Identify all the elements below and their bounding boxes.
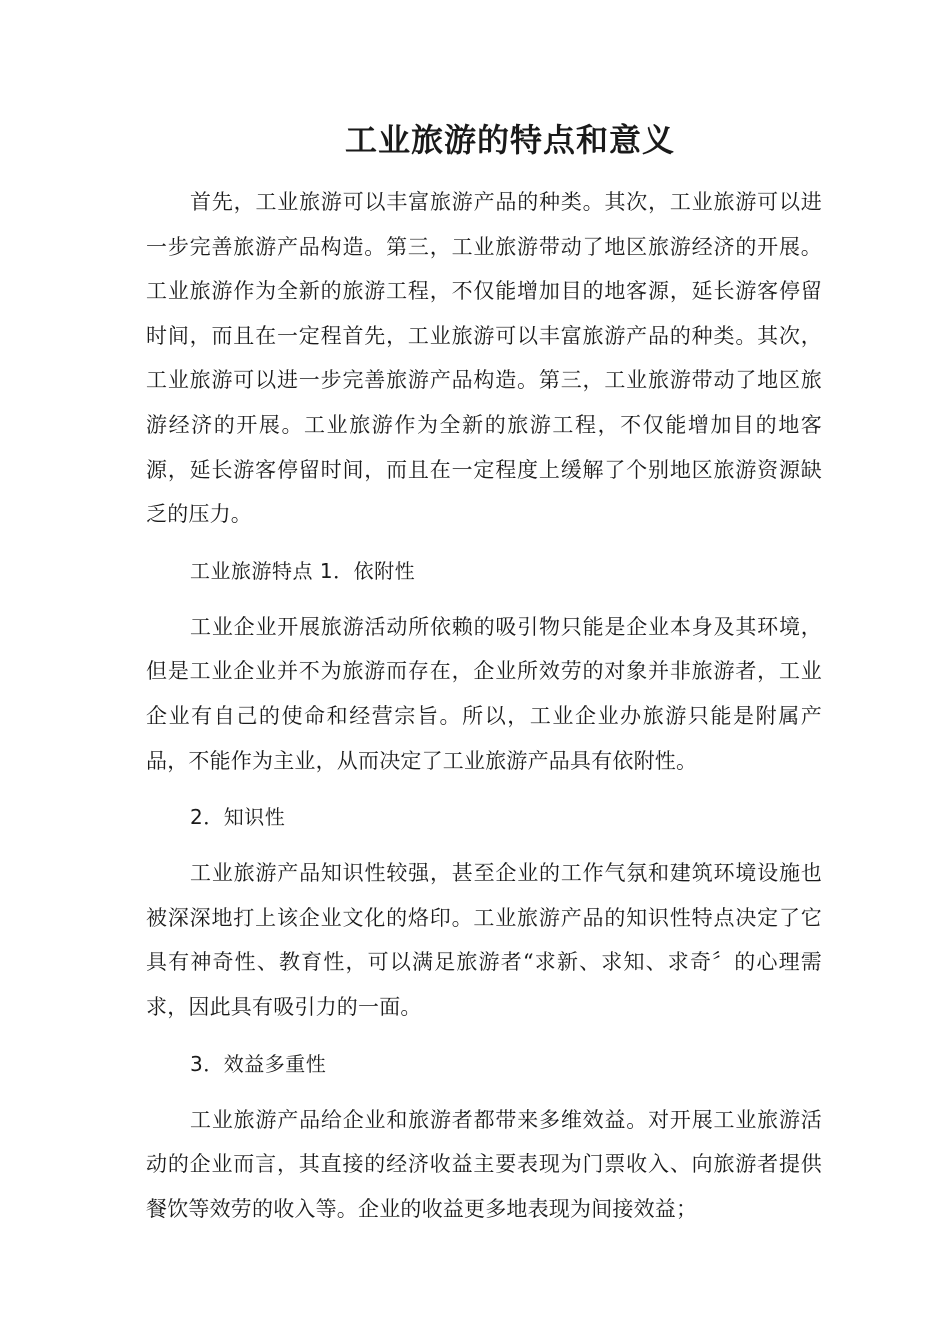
section-heading-benefits: 3．效益多重性 xyxy=(190,1051,327,1076)
section-heading-knowledge: 2．知识性 xyxy=(190,805,286,830)
paragraph-dependency: 工业企业开展旅游活动所依赖的吸引物只能是企业本身及其环境，但是工业企业并不为旅游而存在，企业所效劳的对象并非旅游者，工业企业有自己的使命和经营宗旨。所以，工业企业办旅游只能是附属产品，不能作为主业，从而决定了工业旅游产品具有依附性。 xyxy=(146,614,822,773)
paragraph-benefits: 工业旅游产品给企业和旅游者都带来多维效益。对开展工业旅游活动的企业而言，其直接的经济收益主要表现为门票收入、向旅游者提供餐饮等效劳的收入等。企业的收益更多地表现为间接效益； xyxy=(146,1107,822,1221)
paragraph-knowledge: 工业旅游产品知识性较强，甚至企业的工作气氛和建筑环境设施也被深深地打上该企业文化的烙印。工业旅游产品的知识性特点决定了它具有神奇性、教育性，可以满足旅游者“求新、求知、求奇〞的心理需求，因此具有吸引力的一面。 xyxy=(146,861,822,1019)
document-body xyxy=(146,180,822,1243)
document-title: 工业旅游的特点和意义 xyxy=(344,121,675,159)
section-heading-dependency: 工业旅游特点 1．依附性 xyxy=(190,558,416,583)
paragraph-intro: 首先，工业旅游可以丰富旅游产品的种类。其次，工业旅游可以进一步完善旅游产品构造。第三，工业旅游带动了地区旅游经济的开展。工业旅游作为全新的旅游工程，不仅能增加目的地客源，延长游客停留时间，而且在一定程首先，工业旅游可以丰富旅游产品的种类。其次，工业旅游可以进一步完善旅游产品构造。第三，工业旅游带动了地区旅游经济的开展。工业旅游作为全新的旅游工程，不仅能增加目的地客源，延长游客停留时间，而且在一定程度上缓解了个别地区旅游资源缺乏的压力。 xyxy=(146,190,822,527)
